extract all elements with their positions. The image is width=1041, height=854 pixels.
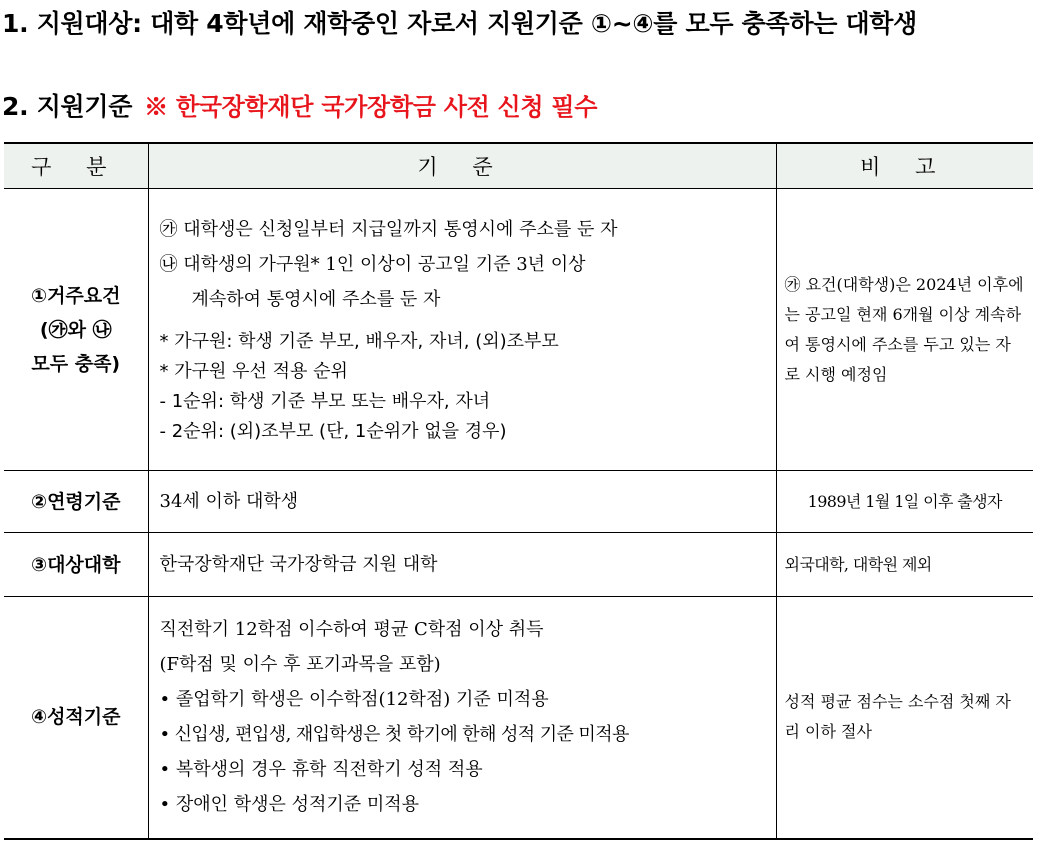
criteria-bullet: • 졸업학기 학생은 이수학점(12학점) 기준 미적용 (159, 689, 549, 711)
criteria-line: (F학점 및 이수 후 포기과목을 포함) (159, 654, 441, 676)
criteria-age (148, 471, 776, 533)
table-header-row (4, 143, 1033, 189)
category-line: ①거주요건 (30, 284, 121, 307)
table-row-university (4, 533, 1033, 597)
category-line: (㉮와 ㉯ (39, 318, 112, 341)
category-line: 모두 충족) (31, 352, 121, 375)
criteria-grades (148, 597, 776, 839)
criteria-line: ㉮ 대학생은 신청일부터 지급일까지 통영시에 주소를 둔 자 (159, 219, 618, 240)
header-remarks: 비 고 (776, 143, 1033, 189)
criteria-line: 한국장학재단 국가장학금 지원 대학 (159, 554, 438, 575)
category-residence (4, 189, 148, 471)
section-2-heading (2, 87, 597, 123)
criteria-note: - 1순위: 학생 기준 부모 또는 배우자, 자녀 (159, 391, 491, 412)
remark-university: 외국대학, 대학원 제외 (776, 533, 1033, 597)
remark-grades: 성적 평균 점수는 소수점 첫째 자리 이하 절사 (776, 597, 1033, 839)
category-grades: ④성적기준 (4, 597, 148, 839)
remark-residence: ㉮ 요건(대학생)은 2024년 이후에는 공고일 현재 6개월 이상 계속하여 통영시에 주소를 두고 있는 자로 시행 예정임 (776, 189, 1033, 471)
table-row-grades (4, 597, 1033, 839)
criteria-line: ㉯ 대학생의 가구원* 1인 이상이 공고일 기준 3년 이상 (159, 254, 586, 275)
criteria-bullet: • 복학생의 경우 휴학 직전학기 성적 적용 (159, 759, 483, 781)
section-2-title: 2. 지원기준 (2, 92, 133, 121)
table-row-residence (4, 189, 1033, 471)
criteria-bullet: • 신입생, 편입생, 재입학생은 첫 학기에 한해 성적 기준 미적용 (159, 724, 629, 746)
header-category: 구 분 (4, 143, 148, 189)
category-university: ③대상대학 (4, 533, 148, 597)
category-age: ②연령기준 (4, 471, 148, 533)
criteria-note: - 2순위: (외)조부모 (단, 1순위가 없을 경우) (159, 421, 507, 442)
criteria-note: * 가구원: 학생 기준 부모, 배우자, 자녀, (외)조부모 (159, 331, 559, 352)
criteria-residence (148, 189, 776, 471)
table-row-age (4, 471, 1033, 533)
criteria-table (4, 142, 1033, 840)
header-criteria: 기 준 (148, 143, 776, 189)
section-1-heading: 1. 지원대상: 대학 4학년에 재학중인 자로서 지원기준 ①~④를 모두 충족하는 대학생 (2, 9, 918, 38)
section-2-required-note: ※ 한국장학재단 국가장학금 사전 신청 필수 (144, 92, 598, 121)
criteria-bullet: • 장애인 학생은 성적기준 미적용 (159, 794, 420, 816)
criteria-university (148, 533, 776, 597)
remark-age: 1989년 1월 1일 이후 출생자 (776, 471, 1033, 533)
criteria-line: 계속하여 통영시에 주소를 둔 자 (191, 289, 441, 310)
criteria-line: 34세 이하 대학생 (159, 491, 299, 512)
criteria-line: 직전학기 12학점 이수하여 평균 C학점 이상 취득 (159, 619, 544, 641)
criteria-note: * 가구원 우선 적용 순위 (159, 361, 348, 382)
